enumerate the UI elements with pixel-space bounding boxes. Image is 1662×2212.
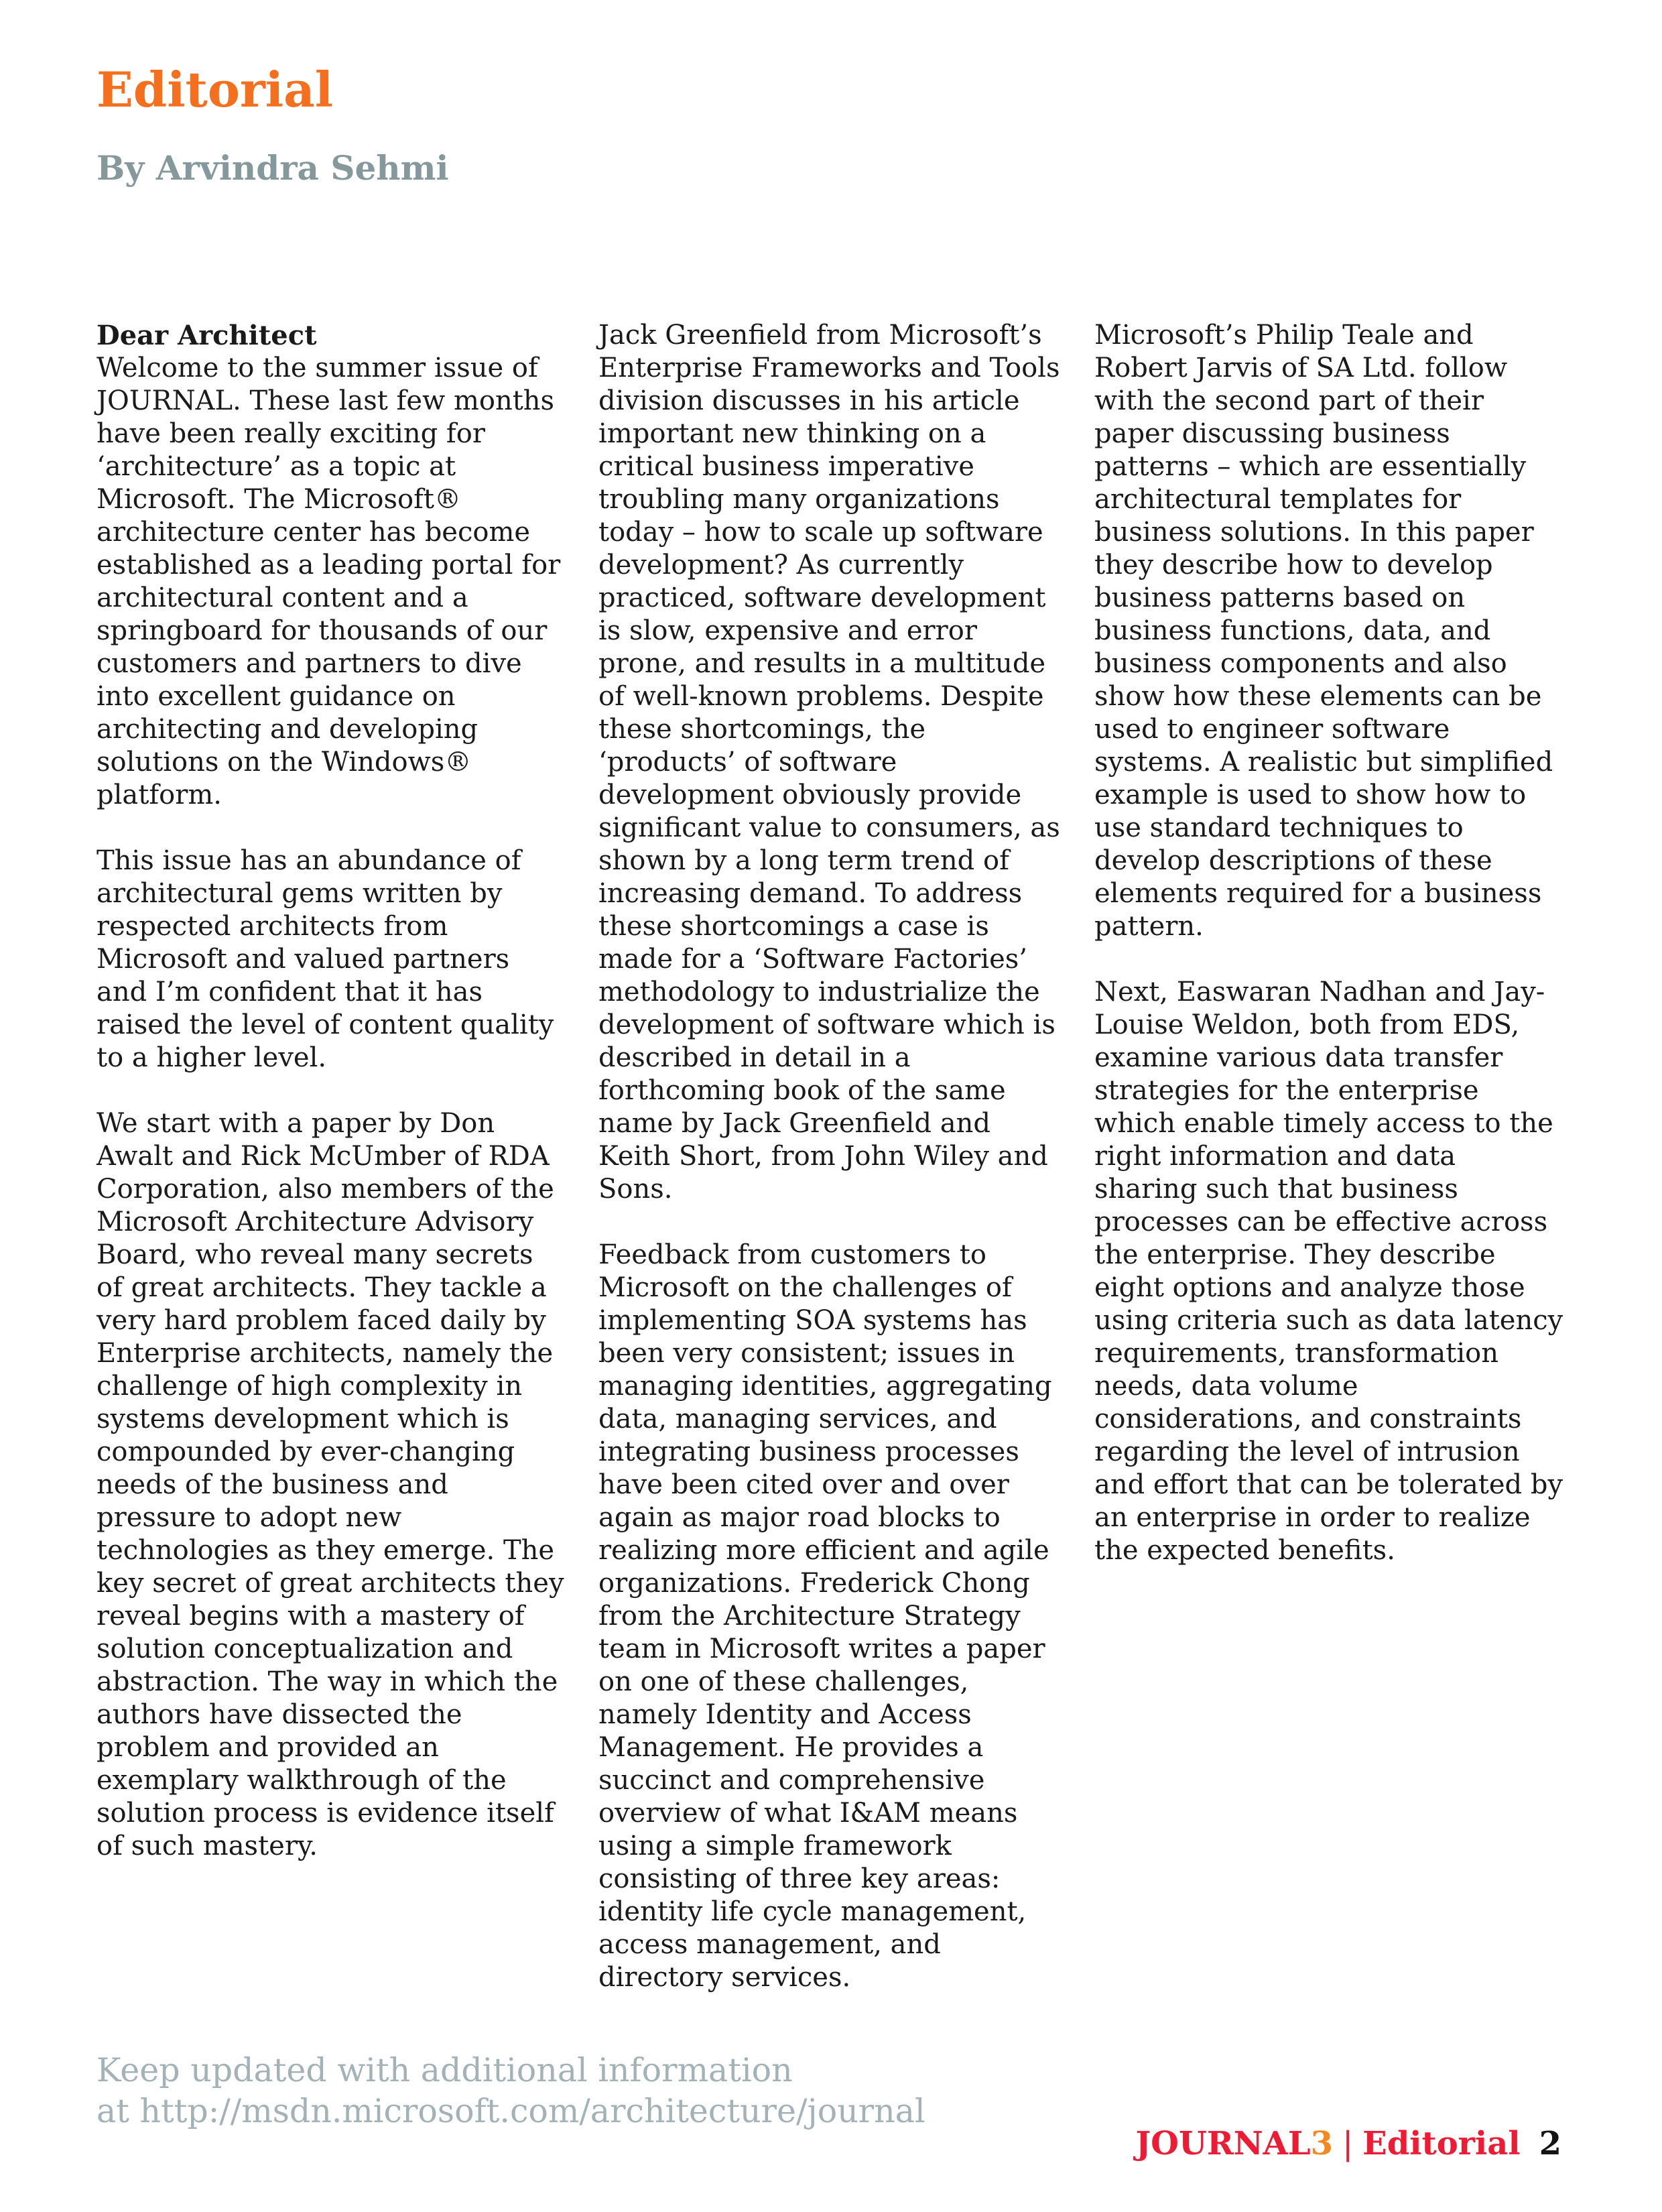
footer-note bbox=[97, 2050, 925, 2132]
column-3 bbox=[1094, 319, 1563, 1567]
paragraph-this-issue: This issue has an abundance of architectural gems written by respected architects from Microsoft and valued partners and I’m confident that it has raised the level of content quality to a higher level. bbox=[97, 845, 554, 1073]
paragraph-welcome: Welcome to the summer issue of JOURNAL. These last few months have been really exciting for ‘architecture’ as a topic at Microsoft. The Microsoft® architecture center has become established as a leading portal for architectural content and a springboard for thousands of our customers and partners to dive into excellent guidance on architecting and developing solutions on the Windows® platform. bbox=[97, 353, 561, 810]
paragraph-awalt-mcumber: We start with a paper by Don Awalt and Rick McUmber of RDA Corporation, also members of the Microsoft Architecture Advisory Board, who reveal many secrets of great architects. They tackle a very hard problem faced daily by Enterprise architects, namely the challenge of high complexity in systems development which is compounded by ever-changing needs of the business and pressure to adopt new technologies as they emerge. The key secret of great architects they reveal begins with a mastery of solution conceptualization and abstraction. The way in which the authors have dissected the problem and provided an exemplary walkthrough of the solution process is evidence itself of such mastery. bbox=[97, 1108, 564, 1861]
column-1 bbox=[97, 319, 566, 1863]
page-number: 2 bbox=[1539, 2125, 1561, 2162]
journal-issue-number: 3 bbox=[1310, 2125, 1333, 2162]
paragraph-chong: Feedback from customers to Microsoft on the challenges of implementing SOA systems has been very consistent; issues in managing identities, aggregating data, managing services, and integrating business processes have been cited over and over again as major road blocks to realizing more efficient and agile organizations. Frederick Chong from the Architecture Strategy team in Microsoft writes a paper on one of these challenges, namely Identity and Access Management. He provides a succinct and comprehensive overview of what I&AM means using a simple framework consisting of three key areas: identity life cycle management, access management, and directory services. bbox=[598, 1239, 1052, 1993]
colophon-separator: | bbox=[1342, 2125, 1354, 2162]
paragraph-nadhan-weldon: Next, Easwaran Nadhan and Jay-Louise Weldon, both from EDS, examine various data transfer strategies for the enterprise which enable timely access to the right information and data sharing such that business processes can be effective across the enterprise. They describe eight options and analyze those using criteria such as data latency requirements, transformation needs, data volume considerations, and constraints regarding the level of intrusion and effort that can be tolerated by an enterprise in order to realize the expected benefits. bbox=[1094, 977, 1563, 1566]
journal-name: JOURNAL bbox=[1135, 2125, 1311, 2162]
paragraph-greenfield: Jack Greenfield from Microsoft’s Enterprise Frameworks and Tools division discusses in his article important new thinking on a critical business imperative troubling many organizations today – how to scale up software development? As currently practiced, software development is slow, expensive and error prone, and results in a multitude of well-known problems. Despite these shortcomings, the ‘products’ of software development obviously provide significant value to consumers, as shown by a long term trend of increasing demand. To address these shortcomings a case is made for a ‘Software Factories’ methodology to industrialize the development of software which is described in detail in a forthcoming book of the same name by Jack Greenfield and Keith Short, from John Wiley and Sons. bbox=[598, 320, 1060, 1205]
footer-colophon bbox=[1135, 2125, 1561, 2162]
page-title: Editorial bbox=[97, 61, 334, 118]
salutation-heading: Dear Architect bbox=[97, 320, 317, 351]
paragraph-teale-jarvis: Microsoft’s Philip Teale and Robert Jarvis of SA Ltd. follow with the second part of their paper discussing business patterns – which are essentially architectural templates for business solutions. In this paper they describe how to develop business patterns based on business functions, data, and business components and also show how these elements can be used to engineer software systems. A realistic but simplified example is used to show how to use standard techniques to develop descriptions of these elements required for a business pattern. bbox=[1094, 320, 1553, 942]
column-2 bbox=[598, 319, 1068, 1994]
section-name: Editorial bbox=[1362, 2125, 1521, 2162]
footer-note-url-line: at http://msdn.microsoft.com/architecture/journal bbox=[97, 2092, 925, 2130]
byline: By Arvindra Sehmi bbox=[97, 148, 449, 188]
footer-note-line1: Keep updated with additional information bbox=[97, 2051, 793, 2089]
